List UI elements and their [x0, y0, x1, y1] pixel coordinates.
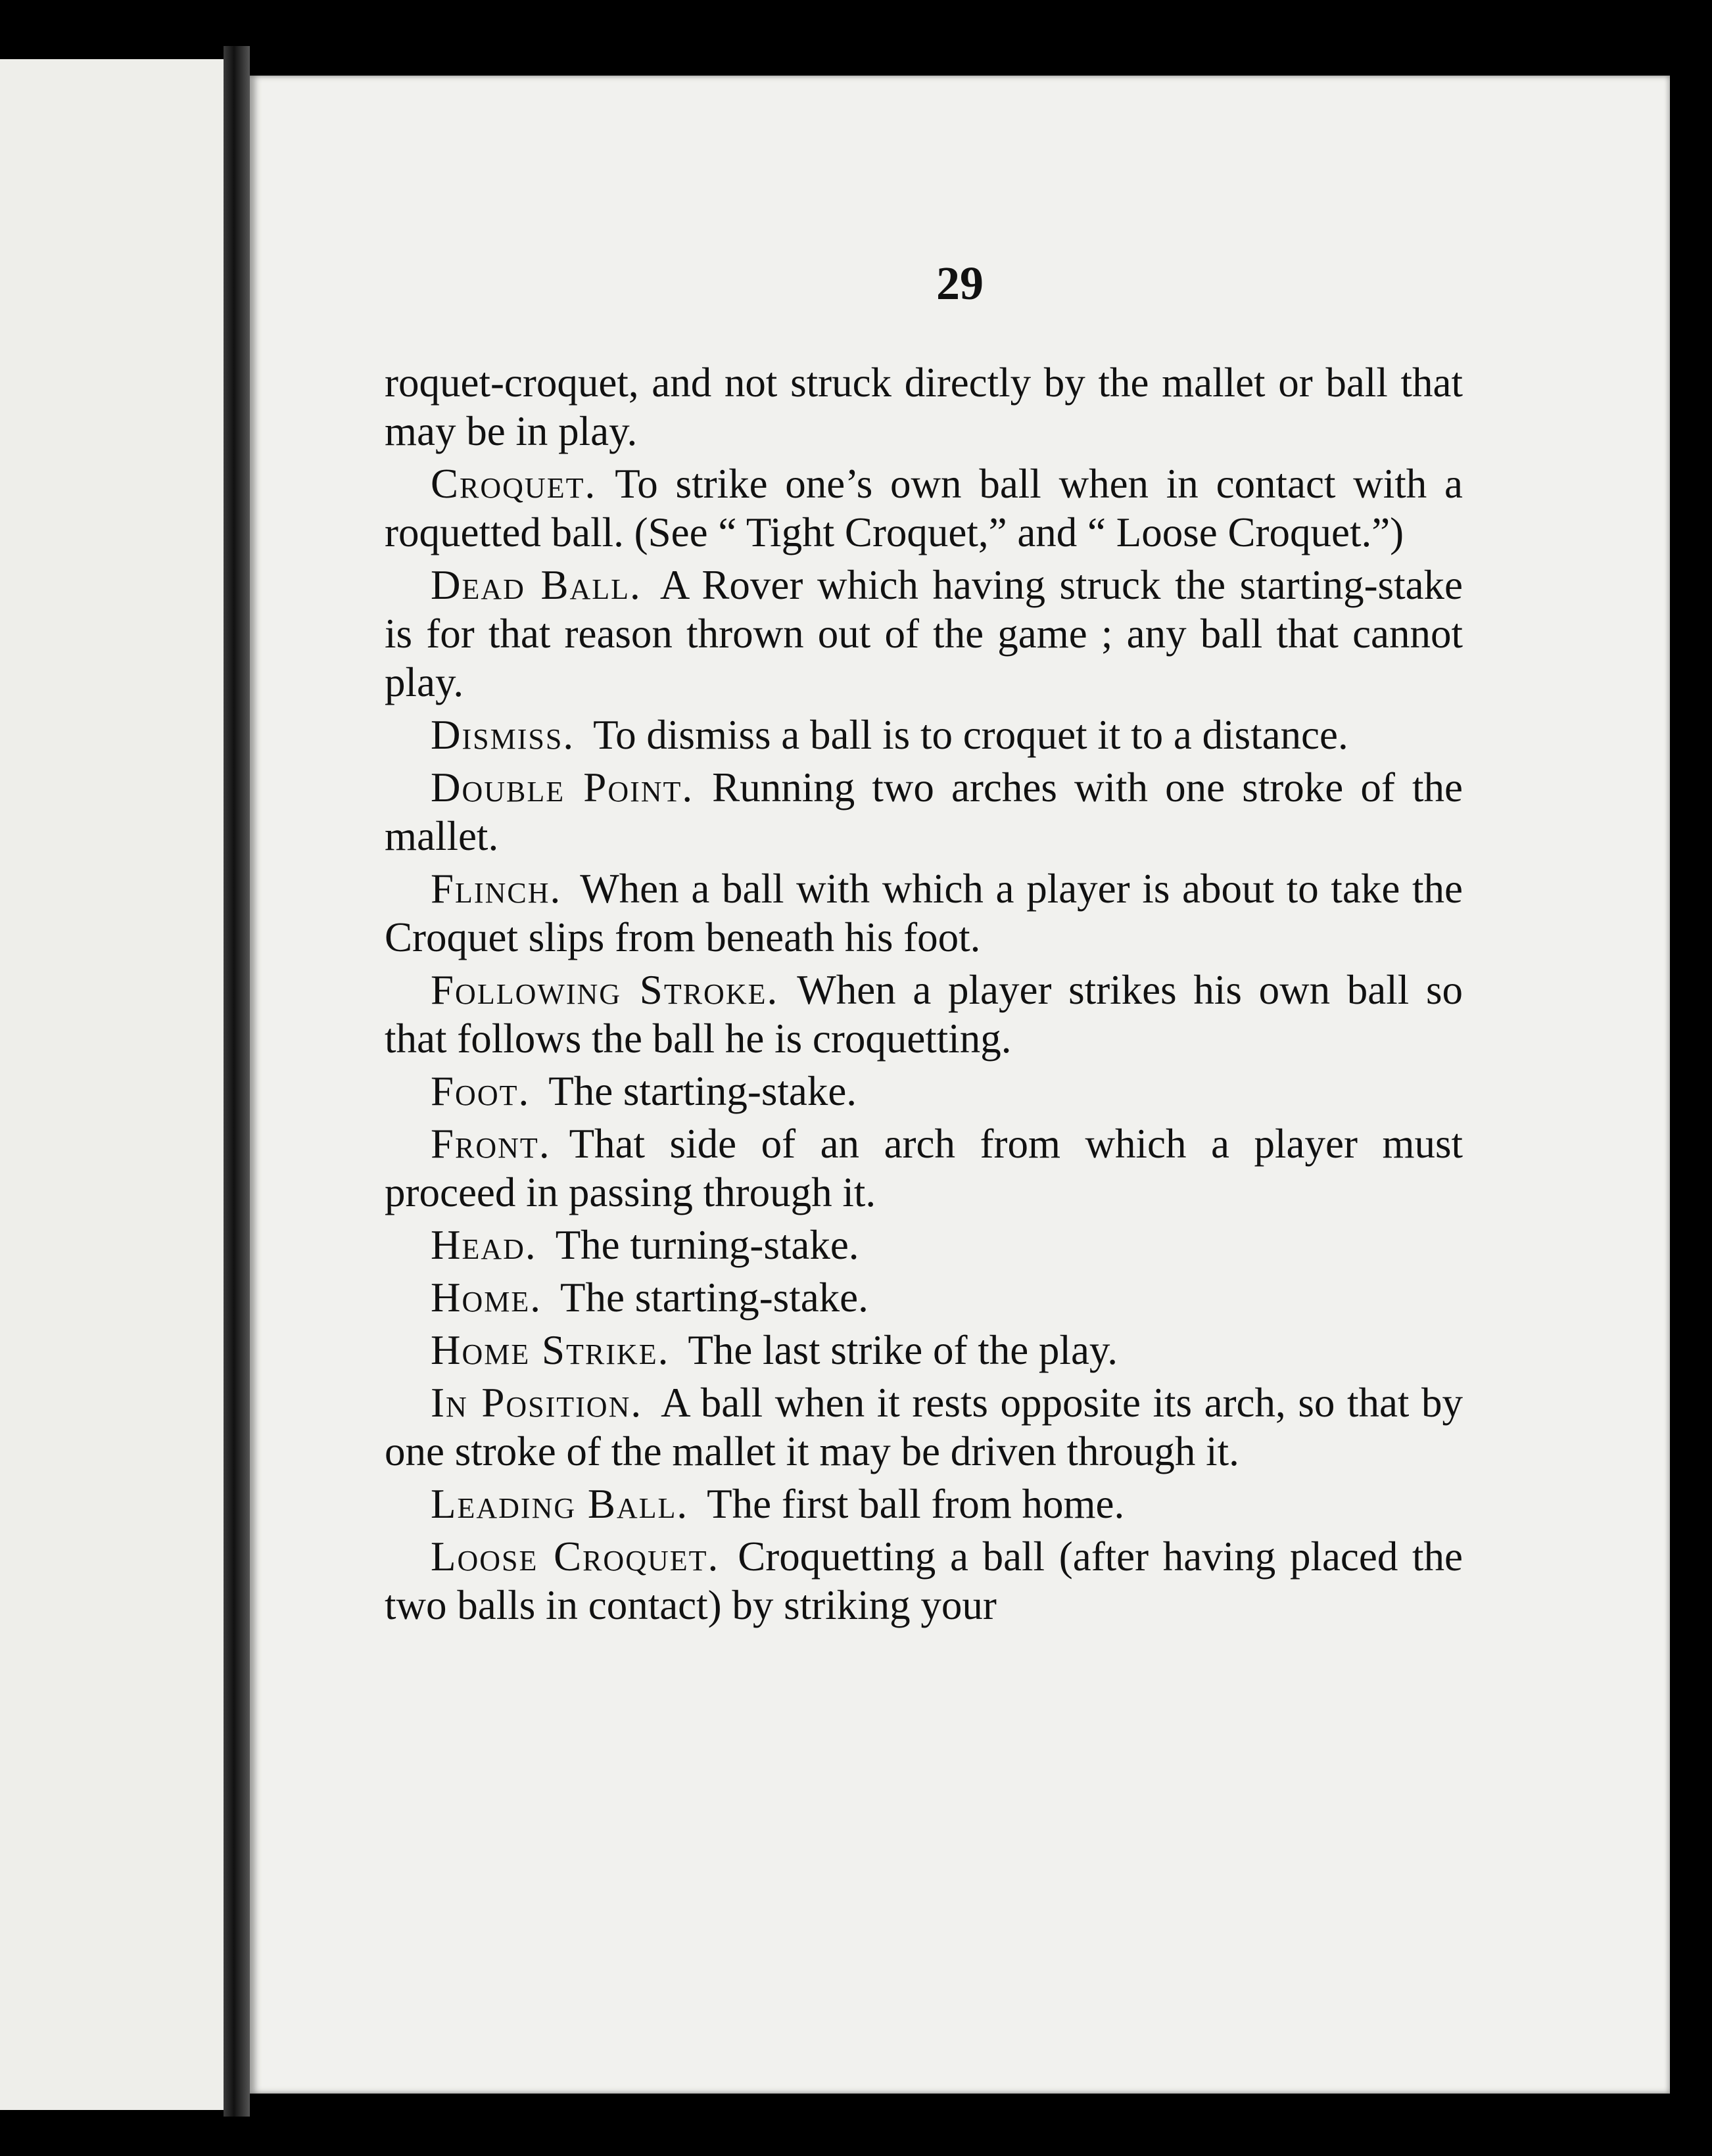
entry-definition: Croquetting a ball (after having placed the two balls in contact) by striking your — [385, 1534, 1463, 1628]
entry-definition: Running two arches with one stroke of the mallet. — [385, 764, 1463, 859]
glossary-entry — [385, 711, 1463, 759]
glossary-entry-continued — [385, 358, 1463, 456]
glossary-entry — [385, 1532, 1463, 1629]
glossary-entry — [385, 763, 1463, 860]
glossary-text — [385, 358, 1463, 1633]
glossary-entry — [385, 1480, 1463, 1528]
glossary-entry — [385, 1067, 1463, 1115]
entry-definition: To dismiss a ball is to croquet it to a distance. — [593, 712, 1348, 758]
page-number: 29 — [936, 257, 984, 310]
entry-definition: When a player strikes his own ball so that follows the ball he is croquetting. — [385, 967, 1463, 1062]
entry-term: Dismiss. — [431, 712, 575, 758]
entry-definition: A ball when it rests opposite its arch, so that by one stroke of the mallet it may be driven through it. — [385, 1380, 1463, 1474]
glossary-entry — [385, 864, 1463, 962]
entry-term: Home. — [431, 1275, 542, 1321]
glossary-entry — [385, 1326, 1463, 1374]
glossary-entry — [385, 1273, 1463, 1322]
entry-term: Front. — [431, 1121, 551, 1167]
glossary-entry — [385, 1378, 1463, 1476]
glossary-entry — [385, 966, 1463, 1063]
entry-term: Home Strike. — [431, 1327, 670, 1373]
glossary-entry — [385, 561, 1463, 707]
glossary-entry — [385, 459, 1463, 557]
entry-term: Double Point. — [431, 764, 694, 810]
entry-definition: The last strike of the play. — [688, 1327, 1118, 1373]
entry-term: Head. — [431, 1222, 537, 1268]
entry-definition: To strike one’s own ball when in contact with a roquetted ball. (See “ Tight Croquet,” and “ Loose Croquet.”) — [385, 461, 1463, 555]
entry-term: Foot. — [431, 1068, 531, 1114]
entry-definition: The first ball from home. — [707, 1481, 1125, 1527]
entry-definition: roquet-croquet, and not struck directly by the mallet or ball that may be in play. — [385, 360, 1463, 454]
entry-term: Dead Ball. — [431, 562, 642, 608]
entry-term: Croquet. — [431, 461, 597, 507]
book-page — [250, 76, 1670, 2094]
entry-definition: That side of an arch from which a player must proceed in passing through it. — [385, 1121, 1463, 1215]
entry-definition: The starting-stake. — [560, 1275, 868, 1321]
left-page-edge — [0, 59, 224, 2110]
entry-term: In Position. — [431, 1380, 643, 1426]
entry-definition: The starting-stake. — [548, 1068, 857, 1114]
entry-definition: The turning-stake. — [555, 1222, 859, 1268]
glossary-entry — [385, 1119, 1463, 1217]
entry-term: Leading Ball. — [431, 1481, 689, 1527]
entry-definition: A Rover which having struck the starting-stake is for that reason thrown out of the game ; any ball that cannot play. — [385, 562, 1463, 705]
book-spine-shadow — [224, 46, 250, 2117]
entry-definition: When a ball with which a player is about to take the Croquet slips from beneath his foot. — [385, 866, 1463, 960]
entry-term: Loose Croquet. — [431, 1534, 720, 1580]
entry-term: Following Stroke. — [431, 967, 779, 1013]
glossary-entry — [385, 1221, 1463, 1269]
entry-term: Flinch. — [431, 866, 562, 912]
